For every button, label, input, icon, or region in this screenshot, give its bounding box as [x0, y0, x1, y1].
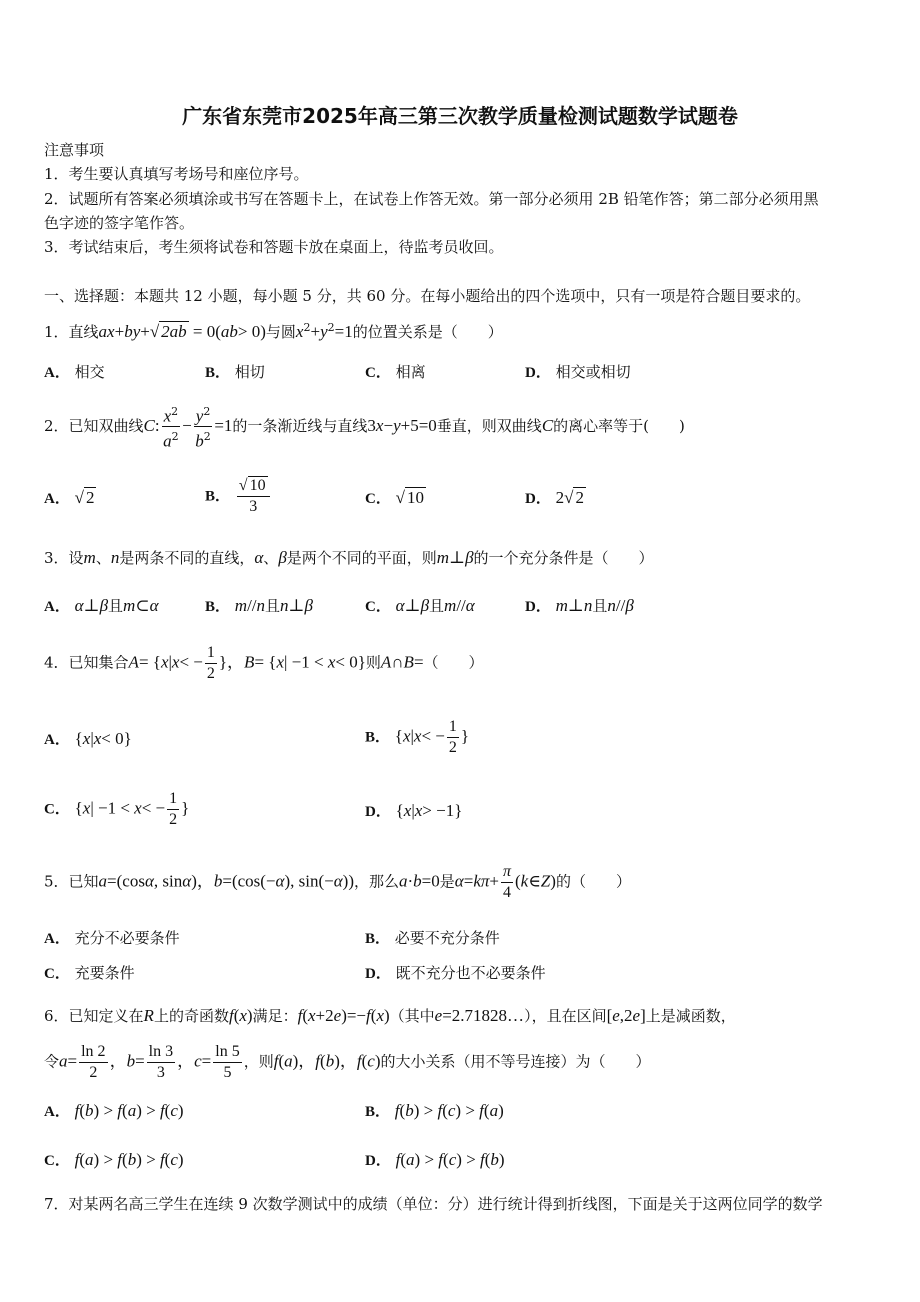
option-a[interactable]: A． f(b) > f(a) > f(c) [44, 1101, 184, 1120]
option-b[interactable]: B． m//n且n⊥β [205, 596, 314, 615]
notice-item: 1．考生要认真填写考场号和座位序号。 [44, 165, 309, 183]
option-c[interactable]: C． 相离 [365, 363, 426, 381]
option-c[interactable]: C． {x| −1 < x< − $\frac{1}{2}$ } [44, 790, 190, 828]
option-d[interactable]: D． 既不充分也不必要条件 [365, 964, 546, 982]
notice-item: 2．试题所有答案必须填涂或书写在答题卡上，在试卷上作答无效。第一部分必须用 2B 铅笔作答；第二部分必须用黑 [44, 190, 819, 208]
page-title: 广东省东莞市2025年高三第三次教学质量检测试题数学试题卷 [182, 104, 738, 128]
option-b[interactable]: B． 必要不充分条件 [365, 929, 500, 947]
question-2-stem: 2．已知双曲线C: $\frac{x^2}{a^2}$ − $\frac{y^2}{b^2}$ =1的一条渐近线与直线3x−y+5=0垂直，则双曲线C的离心率等于( ) [44, 402, 685, 452]
option-b[interactable]: B． f(b) > f(c) > f(a) [365, 1101, 504, 1120]
option-d[interactable]: D． f(a) > f(c) > f(b) [365, 1150, 505, 1169]
option-d[interactable]: D． {x|x> −1} [365, 801, 463, 820]
section-heading: 一、选择题：本题共 12 小题，每小题 5 分，共 60 分。在每小题给出的四个选项中，只有一项是符合题目要求的。 [44, 287, 811, 305]
option-b[interactable]: B． $\frac{√ 10}{3}$ [205, 476, 272, 517]
notice-item: 色字迹的签字笔作答。 [44, 214, 195, 232]
option-d[interactable]: D． 相交或相切 [525, 363, 631, 381]
question-3-stem: 3．设m、n是两条不同的直线，α、β是两个不同的平面，则m⊥β的一个充分条件是（ ） [44, 548, 654, 567]
notice-heading: 注意事项 [44, 141, 105, 159]
option-a[interactable]: A． √ 2 [44, 488, 95, 507]
option-c[interactable]: C． α⊥β且m//α [365, 596, 475, 615]
question-4-stem: 4．已知集合A= {x|x< − $\frac{1}{2}$ }，B= {x| −1 < x< 0}则A∩B=（ ） [44, 644, 484, 682]
question-6-stem: 6．已知定义在R上的奇函数f(x)满足：f(x+2e)=−f(x)（其中e=2.71828…），且在区间[e,2e]上是减函数， [44, 1006, 736, 1025]
option-c[interactable]: C． f(a) > f(b) > f(c) [44, 1150, 184, 1169]
option-c[interactable]: C． 充要条件 [44, 964, 135, 982]
option-a[interactable]: A． 充分不必要条件 [44, 929, 180, 947]
option-d[interactable]: D． 2√ 2 [525, 488, 584, 507]
option-b[interactable]: B． {x|x< − $\frac{1}{2}$ } [365, 718, 470, 756]
question-6-stem-line2: 令a= $\frac{\ln 2}{2}$ ，b= $\frac{\ln 3}{3}$ ，c= $\frac{\ln 5}{5}$ ，则f(a)，f(b)，f(c)的大小关系（用不等号连接）为（ ） [44, 1043, 651, 1081]
question-7-stem: 7．对某两名高三学生在连续 9 次数学测试中的成绩（单位：分）进行统计得到折线图，下面是关于这两位同学的数学 [44, 1195, 823, 1213]
question-1-stem: 1．直线ax+by+√ 2ab = 0(ab> 0)与圆$x^2+y^2=1$的位置关系是（ ） [44, 321, 503, 341]
option-a[interactable]: A． 相交 [44, 363, 105, 381]
option-a[interactable]: A． α⊥β且m⊂α [44, 596, 159, 615]
option-d[interactable]: D． m⊥n且n//β [525, 596, 634, 615]
option-b[interactable]: B． 相切 [205, 363, 265, 381]
question-5-stem: 5．已知a=(cosα, sinα)，b=(cos(−α), sin(−α))，那么a·b=0是α=kπ+ $\frac{\pi}{4}$ (k∈Z)的（ ） [44, 863, 631, 901]
option-c[interactable]: C． √ 10 [365, 488, 424, 507]
option-a[interactable]: A． {x|x< 0} [44, 729, 132, 748]
notice-item: 3．考试结束后，考生须将试卷和答题卡放在桌面上，待监考员收回。 [44, 238, 504, 256]
